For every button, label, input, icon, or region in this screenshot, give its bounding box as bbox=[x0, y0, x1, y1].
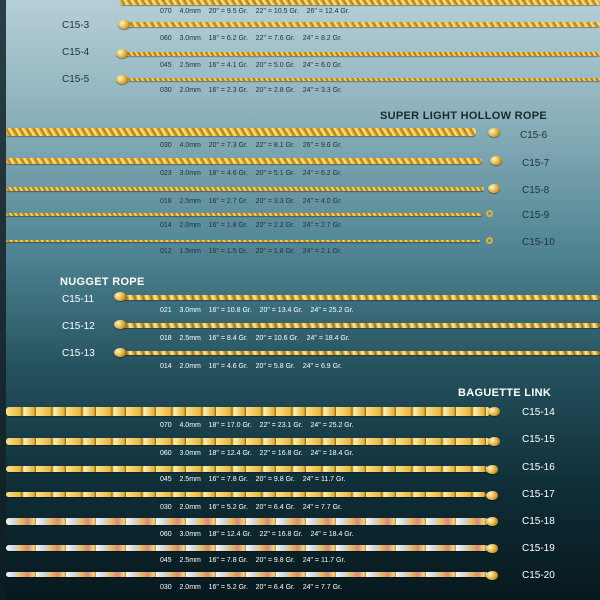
chain-spec: 045 2.5mm 16" = 7.8 Gr. 20" = 9.8 Gr. 24" = 11.7 Gr. bbox=[160, 476, 346, 483]
chain-image bbox=[122, 78, 600, 81]
chain-image bbox=[6, 213, 482, 216]
section-title-hollow-rope: SUPER LIGHT HOLLOW ROPE bbox=[380, 110, 548, 122]
product-code: C15-18 bbox=[522, 516, 555, 527]
chain-spec: 023 3.0mm 18" = 4.6 Gr. 20" = 5.1 Gr. 24" = 6.2 Gr. bbox=[160, 170, 342, 177]
chain-spec: 014 2.0mm 16" = 1.8 Gr. 20" = 2.2 Gr. 24" = 2.7 Gr. bbox=[160, 222, 342, 229]
product-code: C15-10 bbox=[522, 237, 555, 248]
section-title-nugget-rope: NUGGET ROPE bbox=[60, 276, 145, 288]
chain-image bbox=[6, 128, 476, 136]
clasp-icon bbox=[116, 49, 128, 58]
chain-spec: 070 4.0mm 18" = 17.0 Gr. 22" = 23.1 Gr. 24" = 25.2 Gr. bbox=[160, 422, 354, 429]
chain-spec: 060 3.0mm 18" = 6.2 Gr. 22" = 7.6 Gr. 24" = 8.2 Gr. bbox=[160, 35, 342, 42]
product-code: C15-4 bbox=[62, 47, 90, 58]
product-code: C15-14 bbox=[522, 407, 555, 418]
section-title-baguette-link: BAGUETTE LINK bbox=[458, 387, 552, 399]
product-code: C15-11 bbox=[62, 294, 95, 305]
ring-clasp-icon bbox=[486, 237, 493, 244]
product-code: C15-19 bbox=[522, 543, 555, 554]
chain-image bbox=[122, 323, 600, 328]
chain-spec: 014 2.0mm 16" = 4.6 Gr. 20" = 5.8 Gr. 24" = 6.9 Gr. bbox=[160, 363, 342, 370]
chain-image bbox=[6, 572, 488, 577]
chain-spec: 060 3.0mm 18" = 12.4 Gr. 22" = 16.8 Gr. 24" = 18.4 Gr. bbox=[160, 450, 354, 457]
clasp-icon bbox=[488, 437, 500, 446]
ring-clasp-icon bbox=[486, 210, 493, 217]
clasp-icon bbox=[488, 407, 500, 416]
product-code: C15-17 bbox=[522, 489, 555, 500]
chain-image bbox=[122, 295, 600, 300]
chain-image bbox=[6, 492, 486, 497]
chain-spec: 021 3.0mm 16" = 10.8 Gr. 20" = 13.4 Gr. 24" = 25.2 Gr. bbox=[160, 307, 354, 314]
product-code: C15-5 bbox=[62, 74, 90, 85]
clasp-icon bbox=[488, 184, 500, 193]
clasp-icon bbox=[486, 571, 498, 580]
chain-spec: 018 2.5mm 16" = 8.4 Gr. 20" = 10.6 Gr. 24" = 18.4 Gr. bbox=[160, 335, 350, 342]
chain-image bbox=[6, 438, 490, 445]
chain-spec: 030 4.0mm 20" = 7.3 Gr. 22" = 8.1 Gr. 26" = 9.6 Gr. bbox=[160, 142, 342, 149]
chain-spec: 030 2.0mm 16" = 5.2 Gr. 20" = 6.4 Gr. 24" = 7.7 Gr. bbox=[160, 504, 342, 511]
chain-image bbox=[6, 466, 488, 472]
product-code: C15-15 bbox=[522, 434, 555, 445]
chain-image bbox=[6, 518, 488, 525]
chain-image bbox=[6, 407, 490, 416]
product-code: C15-16 bbox=[522, 462, 555, 473]
chain-spec: 060 3.0mm 18" = 12.4 Gr. 22" = 16.8 Gr. 24" = 18.4 Gr. bbox=[160, 531, 354, 538]
product-code: C15-6 bbox=[520, 130, 548, 141]
product-code: C15-13 bbox=[62, 348, 95, 359]
product-code: C15-20 bbox=[522, 570, 555, 581]
chain-image bbox=[6, 187, 484, 191]
clasp-icon bbox=[486, 465, 498, 474]
chain-image bbox=[6, 545, 488, 551]
clasp-icon bbox=[486, 517, 498, 526]
chain-spec: 070 4.0mm 20" = 9.5 Gr. 22" = 10.5 Gr. 26" = 12.4 Gr. bbox=[160, 8, 350, 15]
chain-spec: 012 1.5mm 16" = 1.5 Gr. 20" = 1.8 Gr. 24" = 2.1 Gr. bbox=[160, 248, 342, 255]
chain-image bbox=[122, 52, 600, 56]
chain-image bbox=[120, 0, 600, 5]
chain-spec: 030 2.0mm 16" = 5.2 Gr. 20" = 6.4 Gr. 24" = 7.7 Gr. bbox=[160, 584, 342, 591]
chain-image bbox=[122, 22, 600, 27]
product-code: C15-9 bbox=[522, 210, 550, 221]
clasp-icon bbox=[490, 156, 502, 165]
product-code: C15-12 bbox=[62, 321, 95, 332]
chain-image bbox=[6, 240, 480, 242]
clasp-icon bbox=[114, 320, 126, 329]
chain-spec: 045 2.5mm 16" = 7.8 Gr. 20" = 9.8 Gr. 24" = 11.7 Gr. bbox=[160, 557, 346, 564]
clasp-icon bbox=[486, 491, 498, 500]
clasp-icon bbox=[488, 128, 500, 137]
product-code: C15-3 bbox=[62, 20, 90, 31]
clasp-icon bbox=[114, 348, 126, 357]
chain-image bbox=[122, 351, 600, 355]
clasp-icon bbox=[486, 544, 498, 553]
chain-image bbox=[6, 158, 482, 164]
chain-spec: 018 2.5mm 16" = 2.7 Gr. 20" = 3.3 Gr. 24" = 4.0 Gr. bbox=[160, 198, 342, 205]
chain-spec: 045 2.5mm 16" = 4.1 Gr. 20" = 5.0 Gr. 24" = 6.0 Gr. bbox=[160, 62, 342, 69]
left-edge-strip bbox=[0, 0, 6, 600]
chain-spec: 030 2.0mm 16" = 2.3 Gr. 20" = 2.8 Gr. 24" = 3.3 Gr. bbox=[160, 87, 342, 94]
clasp-icon bbox=[114, 292, 126, 301]
clasp-icon bbox=[116, 75, 128, 84]
clasp-icon bbox=[118, 20, 130, 29]
product-code: C15-8 bbox=[522, 185, 550, 196]
product-code: C15-7 bbox=[522, 158, 550, 169]
